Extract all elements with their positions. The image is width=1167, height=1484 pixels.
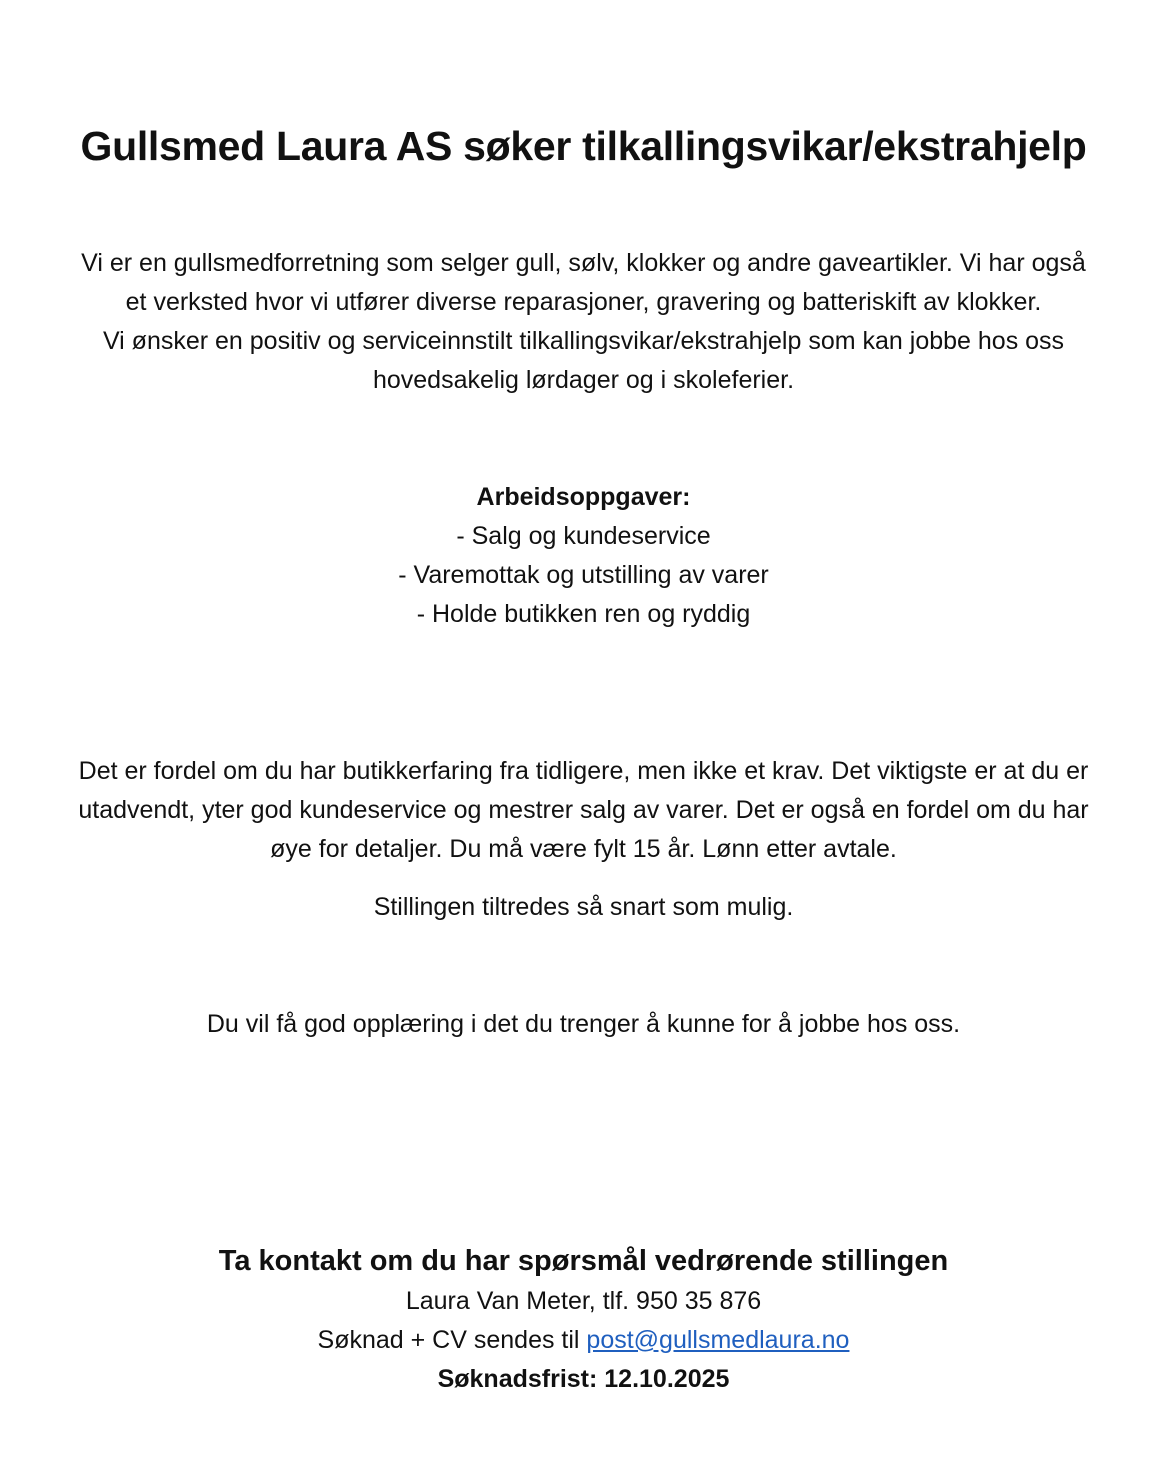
intro-line: hovedsakelig lørdager og i skoleferier. — [372, 366, 795, 394]
intro-paragraph — [0, 244, 1167, 400]
requirements-line: Det er fordel om du har butikkerfaring fra tidligere, men ikke et krav. Det viktigste er at du er — [78, 757, 1089, 785]
application-line — [0, 1321, 1167, 1360]
contact-heading: Ta kontakt om du har spørsmål vedrørende stillingen — [218, 1245, 949, 1277]
intro-line: Vi ønsker en positiv og serviceinnstilt tilkallingsvikar/ekstrahjelp som kan jobbe hos oss — [102, 327, 1065, 355]
list-item: - Holde butikken ren og ryddig — [416, 600, 751, 628]
intro-line: et verksted hvor vi utfører diverse reparasjoner, gravering og batteriskift av klokker. — [125, 288, 1042, 316]
contact-section — [0, 1240, 1167, 1399]
requirements-line: øye for detaljer. Du må være fylt 15 år. Lønn etter avtale. — [270, 835, 897, 863]
page-title: Gullsmed Laura AS søker tilkallingsvikar/ekstrahjelp — [80, 123, 1087, 169]
list-item: - Salg og kundeservice — [456, 522, 711, 550]
application-deadline: Søknadsfrist: 12.10.2025 — [437, 1365, 730, 1393]
tasks-list — [0, 517, 1167, 634]
application-prefix: Søknad + CV sendes til — [317, 1326, 587, 1354]
tasks-section — [0, 478, 1167, 634]
intro-line: Vi er en gullsmedforretning som selger gull, sølv, klokker og andre gaveartikler. Vi har også — [81, 249, 1086, 277]
tasks-heading: Arbeidsoppgaver: — [476, 483, 691, 511]
training-text: Du vil få god opplæring i det du trenger å kunne for å jobbe hos oss. — [206, 1010, 961, 1038]
requirements-paragraph — [0, 752, 1167, 869]
email-link[interactable]: post@gullsmedlaura.no — [586, 1326, 850, 1354]
start-date-text: Stillingen tiltredes så snart som mulig. — [373, 893, 794, 921]
list-item: - Varemottak og utstilling av varer — [398, 561, 769, 589]
contact-person: Laura Van Meter, tlf. 950 35 876 — [405, 1287, 762, 1315]
requirements-line: utadvendt, yter god kundeservice og mestrer salg av varer. Det er også en fordel om du har — [78, 796, 1089, 824]
